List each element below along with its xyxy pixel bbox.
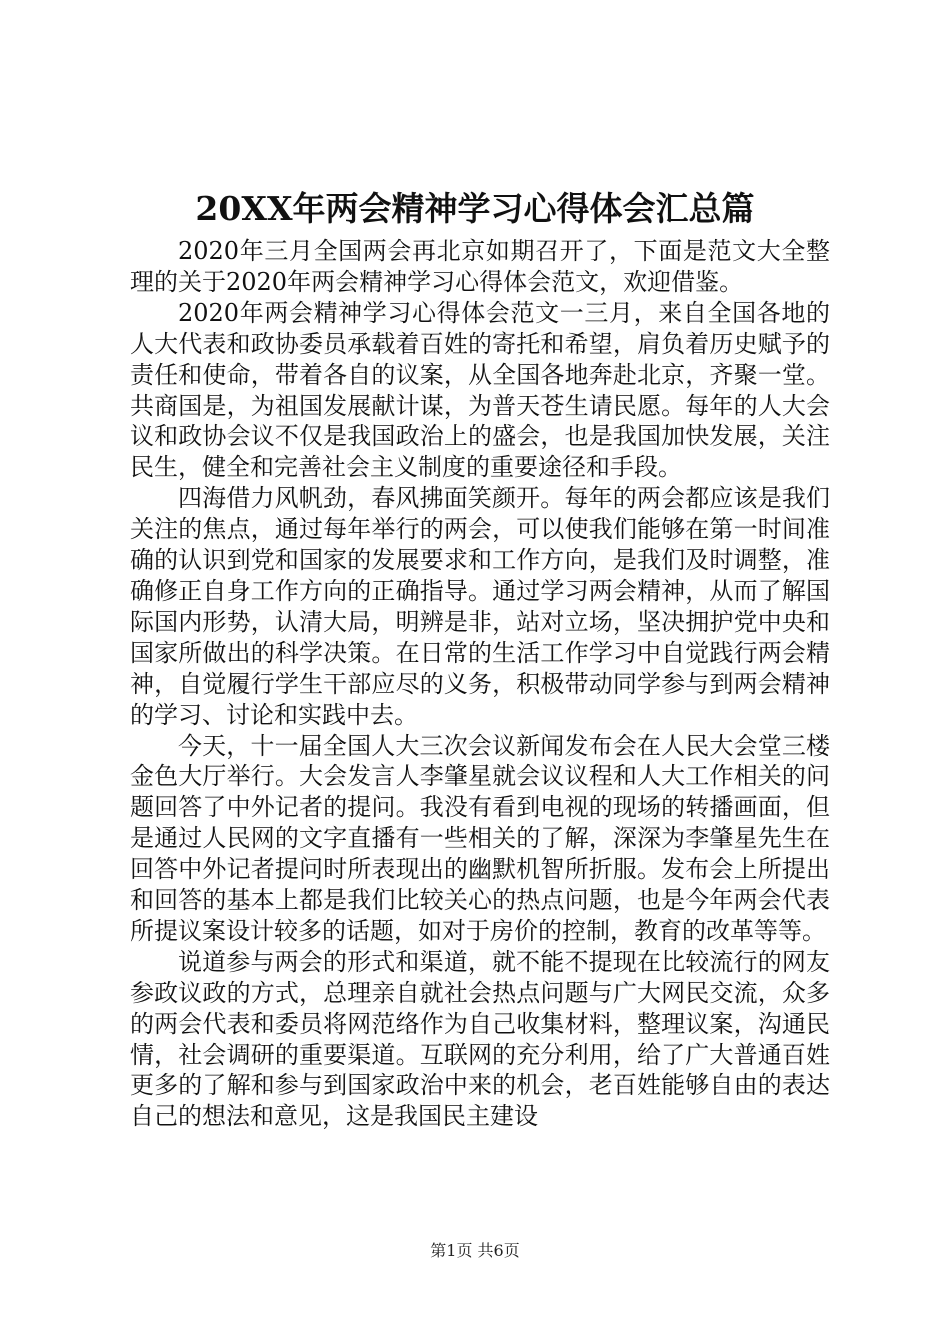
paragraph-press-conference: 今天，十一届全国人大三次会议新闻发布会在人民大会堂三楼金色大厅举行。大会发言人李肇星就会议议程和人大工作相关的问题回答了中外记者的提问。我没有看到电视的现场的转播画面，但是通过人民网的文字直播有一些相关的了解，深深为李肇星先生在回答中外记者提问时所表现出的幽默机智所折服。发布会上所提出和回答的基本上都是我们比较关心的热点问题，也是今年两会代表所提议案设计较多的话题，如对于房价的控制，教育的改革等等。 — [130, 731, 830, 945]
document-body — [130, 236, 830, 1132]
paragraph-essay-one: 2020年两会精神学习心得体会范文一三月，来自全国各地的人大代表和政协委员承载着百姓的寄托和希望，肩负着历史赋予的责任和使命，带着各自的议案，从全国各地奔赴北京，齐聚一堂。共商国是，为祖国发展献计谋，为普天苍生请民愿。每年的人大会议和政协会议不仅是我国政治上的盛会，也是我国加快发展，关注民生，健全和完善社会主义制度的重要途径和手段。 — [130, 298, 830, 482]
page-footer: 第1页 共6页 — [430, 1241, 520, 1260]
paragraph-intro: 2020年三月全国两会再北京如期召开了，下面是范文大全整理的关于2020年两会精神学习心得体会范文，欢迎借鉴。 — [130, 237, 830, 296]
paragraph-focus: 四海借力风帆劲，春风拂面笑颜开。每年的两会都应该是我们关注的焦点，通过每年举行的两会，可以使我们能够在第一时间准确的认识到党和国家的发展要求和工作方向，是我们及时调整，准确修正自身工作方向的正确指导。通过学习两会精神，从而了解国际国内形势，认清大局，明辨是非，站对立场，坚决拥护党中央和国家所做出的科学决策。在日常的生活工作学习中自觉践行两会精神，自觉履行学生干部应尽的义务，积极带动同学参与到两会精神的学习、讨论和实践中去。 — [130, 484, 830, 729]
paragraph-online-participation: 说道参与两会的形式和渠道，就不能不提现在比较流行的网友参政议政的方式，总理亲自就社会热点问题与广大网民交流，众多的两会代表和委员将网范络作为自己收集材料，整理议案，沟通民情，社会调研的重要渠道。互联网的充分利用，给了广大普通百姓更多的了解和参与到国家政治中来的机会，老百姓能够自由的表达自己的想法和意见，这是我国民主建设 — [130, 947, 830, 1131]
document-title: 20XX年两会精神学习心得体会汇总篇 — [195, 189, 755, 228]
